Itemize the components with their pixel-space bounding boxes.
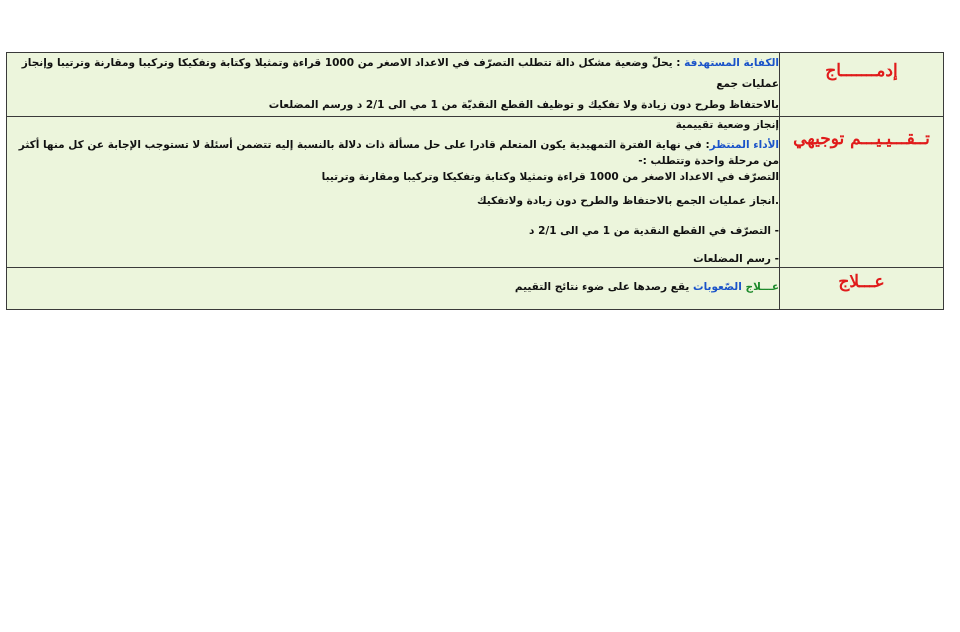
remedy-word: عـــلاج bbox=[745, 281, 779, 293]
competence-line-1 bbox=[7, 53, 779, 95]
table-row-remedy bbox=[7, 268, 944, 310]
performance-text: : في نهاية الفترة التمهيدية يكون المتعلم قادرا على حل مسألة ذات دلالة بالنسبة إليه تتضمن أسئلة لا تستوجب الإجابة عن كل منها أكثر من مرحلة واحدة وتتطلب :- bbox=[18, 139, 779, 167]
objective-item-polygons: - رسم المضلعات bbox=[693, 253, 779, 265]
difficulties-word: الصّعوبات bbox=[693, 281, 742, 293]
performance-label: الأداء المنتظر bbox=[709, 139, 779, 151]
assessment-title: إنجاز وضعية تقييمية bbox=[675, 119, 779, 131]
integration-label: إدمـــــــاج bbox=[825, 61, 898, 81]
competence-text: : يحلّ وضعية مشكل دالة تتطلب التصرّف في الاعداد الاصغر من 1000 قراءة وتمثيلا وكتابة وتفكيكا وتركيبا ومقارنة وترتيبا وإنجاز عمليات جمع bbox=[21, 57, 779, 90]
assessment-label: تــقـــيـيـــم توجيهي bbox=[793, 129, 930, 149]
competence-label: الكفاية المستهدفة bbox=[684, 57, 779, 69]
row-label-cell bbox=[780, 268, 944, 310]
row-content-cell bbox=[7, 117, 780, 268]
remedy-label: عـــلاج bbox=[838, 272, 885, 292]
remedy-text: يقع رصدها على ضوء نتائج التقييم bbox=[514, 281, 690, 293]
table-row-assessment bbox=[7, 117, 944, 268]
performance-line-2: التصرّف في الاعداد الاصغر من 1000 قراءة وتمثيلا وكتابة وتفكيكا وتركيبا ومقارنة وترتيبا bbox=[321, 171, 779, 183]
row-content-cell bbox=[7, 53, 780, 117]
row-label-cell bbox=[780, 53, 944, 117]
row-label-cell bbox=[780, 117, 944, 268]
table-row-integration bbox=[7, 53, 944, 117]
performance-line-1 bbox=[7, 137, 779, 169]
competence-line-2: بالاحتفاظ وطرح دون زيادة ولا تفكيك و توظيف القطع النقديّة من 1 مي الى 2/1 د ورسم المضلعات bbox=[268, 99, 779, 111]
objective-item-addition: .انجاز عمليات الجمع بالاحتفاظ والطرح دون زيادة ولاتفكيك bbox=[476, 195, 779, 207]
objective-item-coins: - التصرّف في القطع النقدية من 1 مي الى 2/1 د bbox=[529, 225, 779, 237]
lesson-plan-table bbox=[6, 52, 944, 310]
remedy-line bbox=[7, 277, 779, 298]
row-content-cell bbox=[7, 268, 780, 310]
